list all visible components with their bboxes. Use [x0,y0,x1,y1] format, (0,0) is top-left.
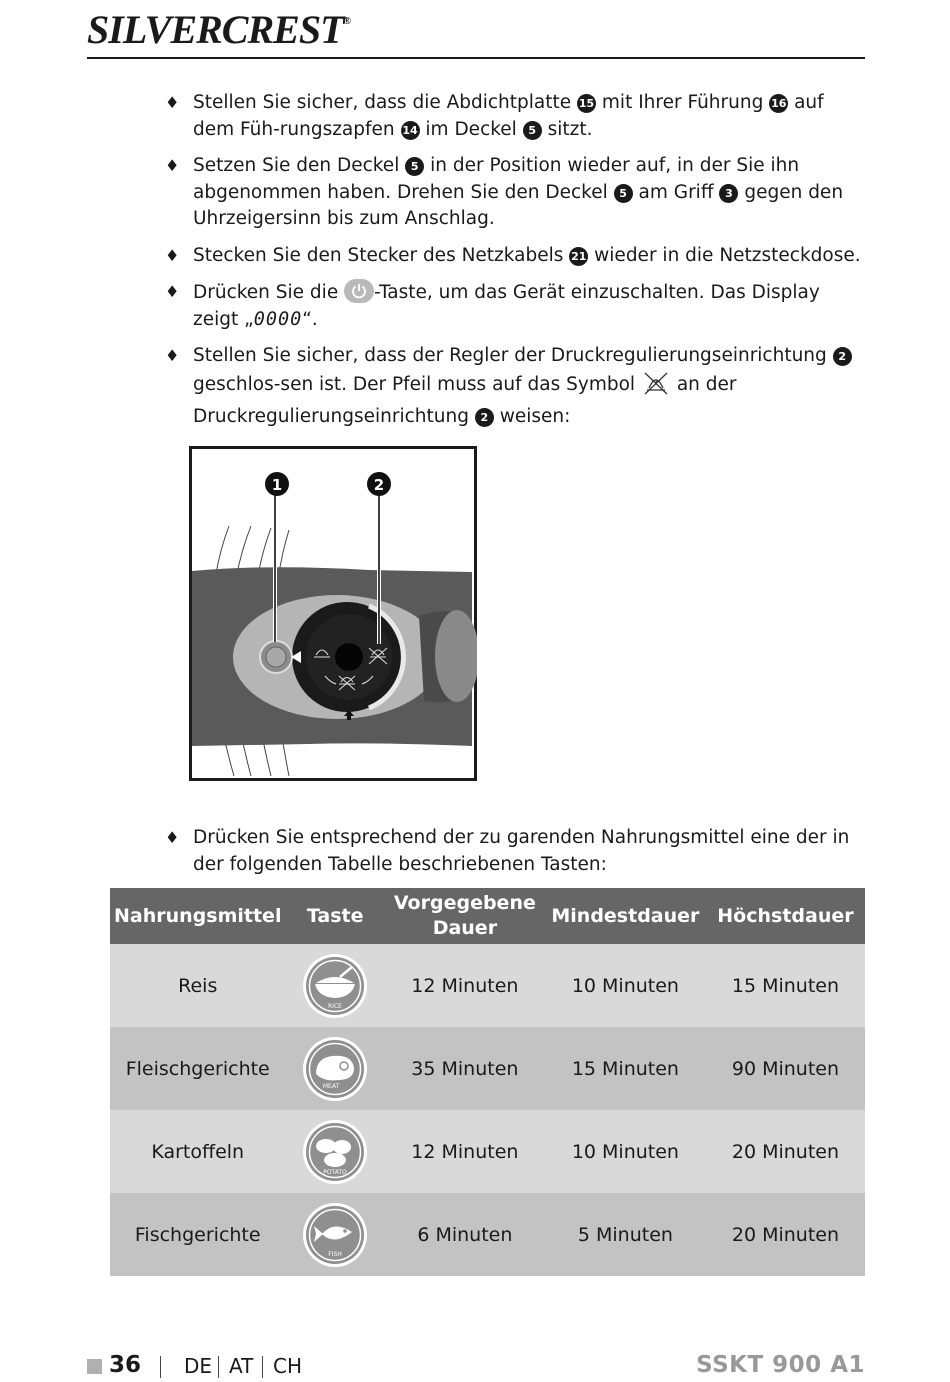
food-cell: Reis [110,944,285,1027]
footer-square-icon [87,1359,102,1374]
footer-lang: AT [229,1354,254,1378]
part-number-badge: 3 [719,184,738,203]
rice-icon [302,953,368,1019]
preset-cell: 6 Minuten [385,1193,545,1276]
fish-icon-label: FISH [328,1250,342,1258]
column-header: Mindestdauer [545,888,706,944]
cooking-programs-table [110,888,865,1276]
page-footer [87,1352,865,1382]
potato-icon [302,1119,368,1185]
column-header: Höchstdauer [706,888,865,944]
model-number: SSKT 900 A1 [696,1352,865,1378]
button-cell [285,1193,384,1276]
brand-logo: SILVERCREST® [87,7,351,52]
max-cell: 20 Minuten [706,1110,865,1193]
food-cell: Kartoffeln [110,1110,285,1193]
footer-lang: CH [273,1354,303,1378]
instruction-list [165,90,865,441]
page-number: 36 [109,1352,142,1378]
part-number-badge: 21 [569,247,588,266]
display-readout: 0000 [253,308,303,330]
diamond-bullet-icon: ♦ [165,93,180,112]
list-item: ♦ Drücken Sie entsprechend der zu garenden Nahrungsmittel eine der in der folgenden Tabelle beschriebenen Tasten: [165,827,850,875]
callout-1: 1 [271,476,283,494]
button-cell [285,1027,384,1110]
part-number-badge: 15 [577,94,596,113]
callout-2: 2 [373,476,385,494]
diamond-bullet-icon: ♦ [165,156,180,175]
rice-icon-label: RICE [328,1002,343,1010]
footer-divider [218,1356,219,1378]
pressure-closed-symbol-icon [641,370,671,405]
part-number-badge: 2 [833,347,852,366]
potato-icon-label: POTATO [323,1168,347,1176]
list-item: ♦ Drücken Sie die -Taste, um das Gerät einzuschalten. Das Display zeigt „0000“. [165,279,865,333]
min-cell: 15 Minuten [545,1027,706,1110]
fish-icon [302,1202,368,1268]
button-cell [285,944,384,1027]
meat-icon [302,1036,368,1102]
meat-icon-label: MEAT [323,1082,340,1090]
diamond-bullet-icon: ♦ [165,245,180,265]
column-header: Vorgegebene Dauer [385,888,545,944]
list-item: ♦ Stellen Sie sicher, dass der Regler der Druckregulierungseinrichtung 2 geschlos-sen ist. Der Pfeil muss auf das Symbol an der Druckregulierungseinrichtung 2 weisen: [165,343,865,431]
min-cell: 10 Minuten [545,944,706,1027]
preset-cell: 12 Minuten [385,944,545,1027]
power-button-icon [344,279,374,303]
diamond-bullet-icon: ♦ [165,346,180,365]
pressure-regulator-figure [189,446,477,781]
button-cell [285,1110,384,1193]
list-item: ♦ Stellen Sie sicher, dass die Abdichtplatte 15 mit Ihrer Führung 16 auf dem Füh-rungszapfen 14 im Deckel 5 sitzt. [165,92,824,140]
max-cell: 90 Minuten [706,1027,865,1110]
part-number-badge: 16 [769,94,788,113]
preset-cell: 12 Minuten [385,1110,545,1193]
part-number-badge: 5 [523,121,542,140]
part-number-badge: 5 [405,157,424,176]
instruction-list-2 [165,825,865,888]
min-cell: 5 Minuten [545,1193,706,1276]
footer-divider [160,1356,161,1378]
min-cell: 10 Minuten [545,1110,706,1193]
diamond-bullet-icon: ♦ [165,828,180,847]
max-cell: 20 Minuten [706,1193,865,1276]
list-item: ♦ Setzen Sie den Deckel 5 in der Position wieder auf, in der Sie ihn abgenommen haben. Drehen Sie den Deckel 5 am Griff 3 gegen den Uhrzeigersinn bis zum Anschlag. [165,155,844,229]
header-rule [87,57,865,59]
table-row [110,1027,865,1110]
list-item: ♦ Stecken Sie den Stecker des Netzkabels 21 wieder in die Netzsteckdose. [165,243,865,270]
diamond-bullet-icon: ♦ [165,282,180,301]
table-row [110,1110,865,1193]
part-number-badge: 5 [614,184,633,203]
table-row [110,944,865,1027]
part-number-badge: 14 [401,121,420,140]
food-cell: Fleischgerichte [110,1027,285,1110]
column-header: Taste [285,888,384,944]
column-header: Nahrungsmittel [110,888,285,944]
table-row [110,1193,865,1276]
footer-divider [262,1356,263,1378]
part-number-badge: 2 [475,408,494,427]
preset-cell: 35 Minuten [385,1027,545,1110]
max-cell: 15 Minuten [706,944,865,1027]
table-header-row [110,888,865,944]
food-cell: Fischgerichte [110,1193,285,1276]
footer-lang: DE [184,1354,213,1378]
